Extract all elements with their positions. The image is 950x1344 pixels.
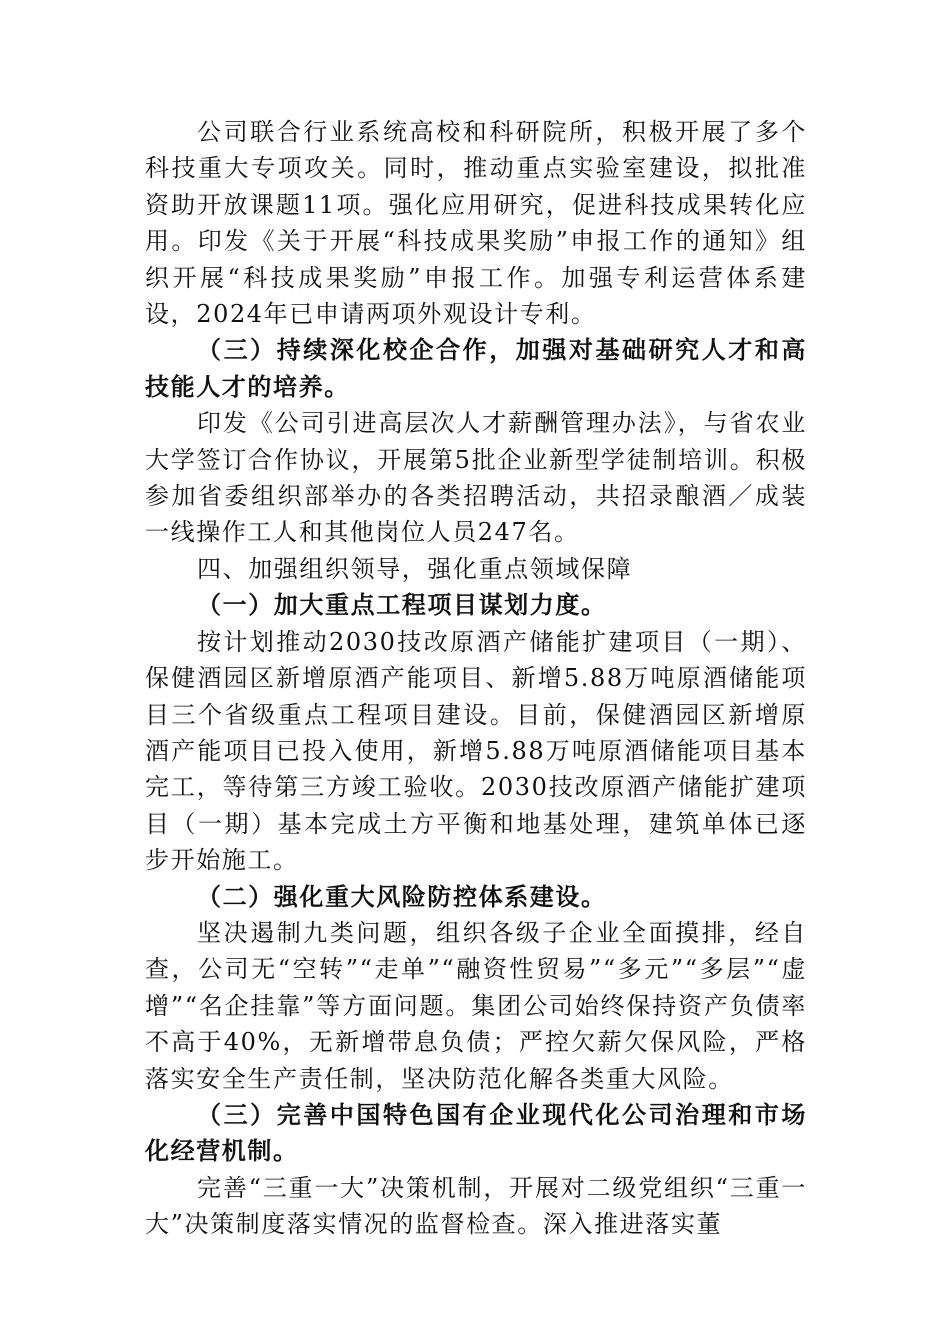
subheading-school-enterprise: （三）持续深化校企合作，加强对基础研究人才和高技能人才的培养。 [145, 335, 807, 401]
paragraph-talent: 印发《公司引进高层次人才薪酬管理办法》，与省农业大学签订合作协议，开展第5批企业新型学徒制培训。积极参加省委组织部举办的各类招聘活动，共招录酿酒／成装一线操作工人和其他岗位人员247名。 [145, 409, 807, 547]
paragraph-governance: 完善“三重一大”决策机制，开展对二级党组织“三重一大”决策制度落实情况的监督检查。深入推进落实董 [145, 1173, 807, 1239]
document-page [145, 114, 807, 1243]
subheading-risk-control: （二）强化重大风险防控体系建设。 [197, 881, 607, 911]
subheading-key-projects: （一）加大重点工程项目谋划力度。 [197, 590, 607, 620]
paragraph-risk: 坚决遏制九类问题，组织各级子企业全面摸排，经自查，公司无“空转”“走单”“融资性贸易”“多元”“多层”“虚增”“名企挂靠”等方面问题。集团公司始终保持资产负债率不高于40%，无新增带息负债；严控欠薪欠保风险，严格落实安全生产责任制，坚决防范化解各类重大风险。 [145, 918, 807, 1093]
subheading-governance: （三）完善中国特色国有企业现代化公司治理和市场化经营机制。 [145, 1099, 807, 1166]
paragraph-projects: 按计划推动2030技改原酒产储能扩建项目（一期）、保健酒园区新增原酒产能项目、新增5.88万吨原酒储能项目三个省级重点工程项目建设。目前，保健酒园区新增原酒产能项目已投入使用，新增5.88万吨原酒储能项目基本完工，等待第三方竣工验收。2030技改原酒产储能扩建项目（一期）基本完成土方平衡和地基处理，建筑单体已逐步开始施工。 [145, 627, 807, 875]
paragraph-tech-research: 公司联合行业系统高校和科研院所，积极开展了多个科技重大专项攻关。同时，推动重点实验室建设，拟批准资助开放课题11项。强化应用研究，促进科技成果转化应用。印发《关于开展“科技成果奖励”申报工作的通知》组织开展“科技成果奖励”申报工作。加强专利运营体系建设，2024年已申请两项外观设计专利。 [145, 118, 807, 329]
section-heading-four: 四、加强组织领导，强化重点领域保障 [197, 554, 633, 583]
